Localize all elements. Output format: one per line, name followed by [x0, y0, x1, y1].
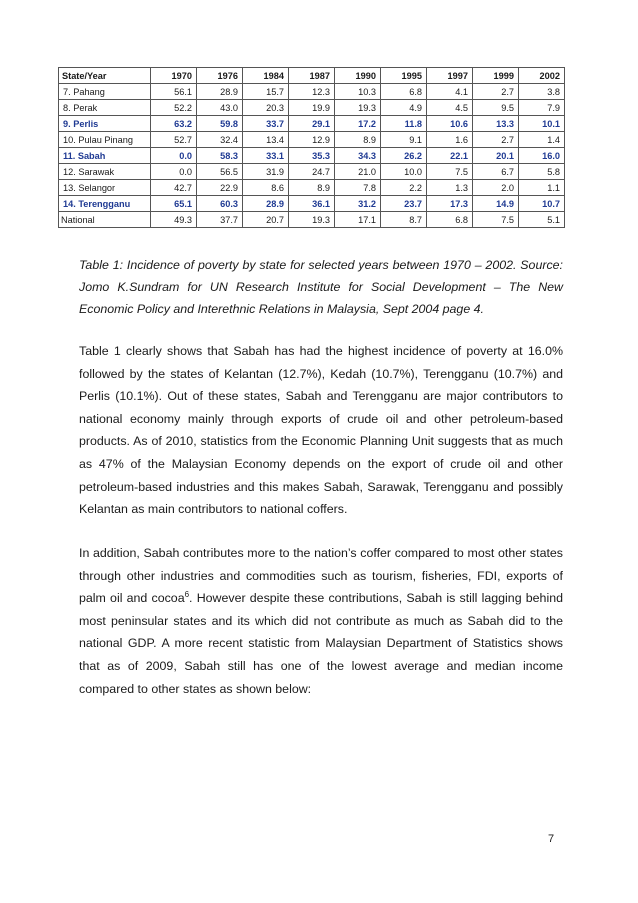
table-cell-value: 17.1: [335, 212, 381, 228]
table-cell-value: 19.9: [289, 100, 335, 116]
table-cell-value: 17.2: [335, 116, 381, 132]
table-cell-state: 12. Sarawak: [59, 164, 151, 180]
table-header-state: State/Year: [59, 68, 151, 84]
table-cell-value: 10.0: [381, 164, 427, 180]
table-header-row: [59, 68, 565, 84]
table-cell-state: National: [59, 212, 151, 228]
footnote-reference[interactable]: 6: [184, 590, 190, 600]
table-cell-value: 33.1: [243, 148, 289, 164]
table-cell-value: 31.2: [335, 196, 381, 212]
paragraph-text-part: . However despite these contributions, Sabah is still lagging behind most peninsular states and its which did not contribute as much as Sabah did to the national GDP. A more recent statistic from Malaysian Department of Statistics shows that as of 2009, Sabah still has one of the lowest average and median income compared to other states as shown below:: [79, 591, 563, 696]
table-cell-value: 16.0: [519, 148, 565, 164]
poverty-table: [58, 67, 565, 228]
table-header-year: 1984: [243, 68, 289, 84]
table-cell-value: 26.2: [381, 148, 427, 164]
table-cell-value: 4.5: [427, 100, 473, 116]
table-cell-state: 9. Perlis: [59, 116, 151, 132]
table-header-year: 1995: [381, 68, 427, 84]
table-cell-value: 8.9: [289, 180, 335, 196]
table-cell-value: 20.1: [473, 148, 519, 164]
table-cell-value: 42.7: [151, 180, 197, 196]
paragraph-text: Table 1 clearly shows that Sabah has had the highest incidence of poverty at 16.0% followed by the states of Kelantan (12.7%), Kedah (10.7%), Terengganu (10.7%) and Perlis (10.1%). Out of these states, Sabah and Terengganu are major contributors to national economy mainly through exports of crude oil and other petroleum-based products. As of 2010, statistics from the Economic Planning Unit suggests that as much as 47% of the Malaysian Economy depends on the export of crude oil and other petroleum-based industries and this makes Sabah, Sarawak, Terengganu and possibly Kelantan as main contributors to national coffers.: [79, 344, 563, 517]
table-cell-value: 0.0: [151, 164, 197, 180]
table-header-year: 2002: [519, 68, 565, 84]
table-cell-value: 10.3: [335, 84, 381, 100]
table-header-year: 1976: [197, 68, 243, 84]
table-cell-value: 14.9: [473, 196, 519, 212]
table-cell-value: 7.5: [473, 212, 519, 228]
table-header-year: 1999: [473, 68, 519, 84]
table-cell-value: 29.1: [289, 116, 335, 132]
table-cell-value: 5.8: [519, 164, 565, 180]
table-row: [59, 164, 565, 180]
table-cell-value: 63.2: [151, 116, 197, 132]
table-cell-value: 22.9: [197, 180, 243, 196]
table-header-year: 1987: [289, 68, 335, 84]
table-cell-value: 10.6: [427, 116, 473, 132]
table-cell-value: 59.8: [197, 116, 243, 132]
table-cell-value: 31.9: [243, 164, 289, 180]
table-cell-value: 35.3: [289, 148, 335, 164]
table-cell-value: 28.9: [197, 84, 243, 100]
table-cell-value: 2.2: [381, 180, 427, 196]
table-cell-value: 6.7: [473, 164, 519, 180]
table-cell-value: 43.0: [197, 100, 243, 116]
table-cell-value: 58.3: [197, 148, 243, 164]
table-cell-value: 17.3: [427, 196, 473, 212]
table-cell-value: 4.1: [427, 84, 473, 100]
table-cell-value: 24.7: [289, 164, 335, 180]
table-cell-value: 6.8: [381, 84, 427, 100]
table-cell-value: 10.7: [519, 196, 565, 212]
table-cell-value: 20.7: [243, 212, 289, 228]
table-cell-value: 2.0: [473, 180, 519, 196]
table-cell-value: 52.2: [151, 100, 197, 116]
table-cell-state: 11. Sabah: [59, 148, 151, 164]
table-row: [59, 148, 565, 164]
table-row: [59, 212, 565, 228]
table-cell-value: 21.0: [335, 164, 381, 180]
table-cell-value: 7.5: [427, 164, 473, 180]
table-cell-value: 56.5: [197, 164, 243, 180]
table-cell-value: 12.9: [289, 132, 335, 148]
table-cell-value: 37.7: [197, 212, 243, 228]
table-cell-value: 8.6: [243, 180, 289, 196]
table-cell-value: 19.3: [335, 100, 381, 116]
table-cell-value: 1.6: [427, 132, 473, 148]
table-cell-state: 8. Perak: [59, 100, 151, 116]
table-cell-value: 1.1: [519, 180, 565, 196]
table-row: [59, 132, 565, 148]
paragraph-text-part: In addition, Sabah contributes more to the nation’s coffer compared to most other states through other industries and commodities such as tourism, fisheries, FDI, exports of palm oil and cocoa: [79, 546, 563, 606]
table-cell-value: 1.4: [519, 132, 565, 148]
table-row: [59, 196, 565, 212]
table-cell-value: 6.8: [427, 212, 473, 228]
body-paragraph-2: [79, 542, 563, 700]
table-cell-value: 22.1: [427, 148, 473, 164]
table-cell-value: 13.4: [243, 132, 289, 148]
page-number: 7: [548, 833, 555, 845]
table-cell-value: 8.9: [335, 132, 381, 148]
table-cell-value: 2.7: [473, 132, 519, 148]
table-cell-value: 12.3: [289, 84, 335, 100]
table-cell-value: 65.1: [151, 196, 197, 212]
table-cell-state: 13. Selangor: [59, 180, 151, 196]
table-cell-value: 32.4: [197, 132, 243, 148]
table-cell-value: 11.8: [381, 116, 427, 132]
table-header-year: 1970: [151, 68, 197, 84]
table-row: [59, 100, 565, 116]
table-body: [59, 84, 565, 228]
table-cell-value: 34.3: [335, 148, 381, 164]
table-cell-value: 10.1: [519, 116, 565, 132]
body-paragraph-1: [79, 340, 563, 521]
table-cell-state: 14. Terengganu: [59, 196, 151, 212]
table-caption: Table 1: Incidence of poverty by state for selected years between 1970 – 2002. Source: Jomo K.Sundram for UN Research Institute for Social Development – The New Economic Policy and Interethnic Relations in Malaysia, Sept 2004 page 4.: [79, 258, 563, 316]
table-cell-value: 7.8: [335, 180, 381, 196]
table-cell-value: 52.7: [151, 132, 197, 148]
table-row: [59, 116, 565, 132]
table-cell-value: 23.7: [381, 196, 427, 212]
table-cell-value: 28.9: [243, 196, 289, 212]
table-cell-value: 5.1: [519, 212, 565, 228]
table-cell-value: 0.0: [151, 148, 197, 164]
table-cell-value: 1.3: [427, 180, 473, 196]
table-cell-state: 7. Pahang: [59, 84, 151, 100]
table-cell-value: 2.7: [473, 84, 519, 100]
table-cell-value: 4.9: [381, 100, 427, 116]
table-cell-state: 10. Pulau Pinang: [59, 132, 151, 148]
table-cell-value: 20.3: [243, 100, 289, 116]
table-header-year: 1997: [427, 68, 473, 84]
table-cell-value: 7.9: [519, 100, 565, 116]
table-cell-value: 49.3: [151, 212, 197, 228]
table-row: [59, 180, 565, 196]
table-cell-value: 56.1: [151, 84, 197, 100]
table-cell-value: 8.7: [381, 212, 427, 228]
table-cell-value: 15.7: [243, 84, 289, 100]
table-cell-value: 19.3: [289, 212, 335, 228]
table-cell-value: 33.7: [243, 116, 289, 132]
table-row: [59, 84, 565, 100]
table-cell-value: 13.3: [473, 116, 519, 132]
paragraph-text: [79, 542, 563, 700]
table-header-year: 1990: [335, 68, 381, 84]
table-cell-value: 3.8: [519, 84, 565, 100]
table-cell-value: 60.3: [197, 196, 243, 212]
table-cell-value: 36.1: [289, 196, 335, 212]
table-cell-value: 9.5: [473, 100, 519, 116]
table-cell-value: 9.1: [381, 132, 427, 148]
